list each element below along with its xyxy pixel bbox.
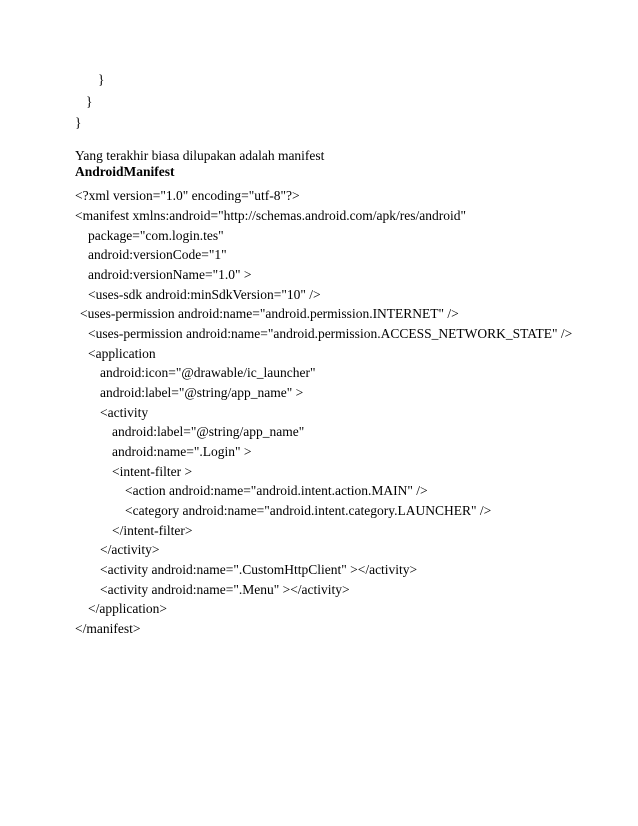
manifest-line: <action android:name="android.intent.action.MAIN" /> — [125, 483, 428, 498]
manifest-line: </application> — [88, 601, 167, 616]
code-brace-line: } — [98, 72, 105, 87]
manifest-line: <activity android:name=".Menu" ></activity> — [100, 582, 350, 597]
manifest-line: android:versionName="1.0" > — [88, 267, 252, 282]
manifest-line: android:icon="@drawable/ic_launcher" — [100, 365, 316, 380]
manifest-line: android:label="@string/app_name" — [112, 424, 305, 439]
manifest-line: <activity android:name=".CustomHttpClient" ></activity> — [100, 562, 418, 577]
manifest-line: <application — [88, 346, 156, 361]
manifest-line: <uses-permission android:name="android.permission.ACCESS_NETWORK_STATE" /> — [88, 326, 573, 341]
manifest-line: package="com.login.tes" — [88, 228, 224, 243]
manifest-line: <category android:name="android.intent.category.LAUNCHER" /> — [125, 503, 492, 518]
manifest-line: android:versionCode="1" — [88, 247, 227, 262]
code-brace-line: } — [86, 94, 93, 109]
manifest-line: </activity> — [100, 542, 160, 557]
manifest-line: </intent-filter> — [112, 523, 193, 538]
code-brace-line: } — [75, 115, 82, 130]
manifest-line: <intent-filter > — [112, 464, 193, 479]
manifest-line: android:label="@string/app_name" > — [100, 385, 304, 400]
manifest-line: <activity — [100, 405, 149, 420]
manifest-line: <uses-permission android:name="android.permission.INTERNET" /> — [80, 306, 459, 321]
intro-text: Yang terakhir biasa dilupakan adalah manifest — [75, 148, 325, 163]
manifest-line: android:name=".Login" > — [112, 444, 252, 459]
manifest-line: <uses-sdk android:minSdkVersion="10" /> — [88, 287, 321, 302]
section-heading: AndroidManifest — [75, 164, 175, 179]
manifest-line: <manifest xmlns:android="http://schemas.android.com/apk/res/android" — [75, 208, 467, 223]
manifest-line: </manifest> — [75, 621, 141, 636]
manifest-line: <?xml version="1.0" encoding="utf-8"?> — [75, 188, 300, 203]
